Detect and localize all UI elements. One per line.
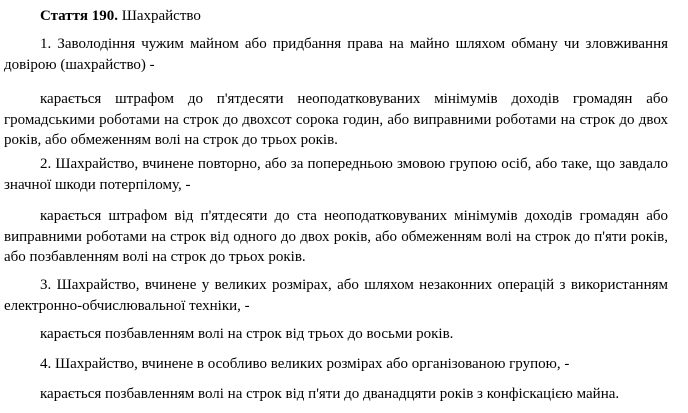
paragraph-penalty-2: карається штрафом від п'ятдесяти до ста неоподатковуваних мінімумів доходів громадян або виправними роботами на строк від одного до двох років, або обмеженням волі на строк до п'яти років, або позбавленням волі на строк до трьох років. (4, 208, 668, 265)
paragraph-penalty-4: карається позбавленням волі на строк від п'яти до дванадцяти років з конфіскацією майна. (40, 386, 620, 402)
paragraph-part-1: 1. Заволодіння чужим майном або придбання права на майно шляхом обману чи зловживання довірою (шахрайство) - (4, 36, 668, 73)
article-title: Шахрайство (121, 8, 201, 24)
paragraph-penalty-3: карається позбавленням волі на строк від трьох до восьми років. (40, 326, 454, 342)
paragraph-part-4: 4. Шахрайство, вчинене в особливо великих розмірах або організованою групою, - (40, 356, 570, 372)
article-number: Стаття 190. (40, 8, 118, 24)
paragraph-part-3: 3. Шахрайство, вчинене у великих розмірах, або шляхом незаконних операцій з використанням електронно-обчислювальної техніки, - (4, 277, 668, 314)
paragraph-penalty-1: карається штрафом до п'ятдесяти неоподатковуваних мінімумів доходів громадян або громадськими роботами на строк до двохсот сорока годин, або виправними роботами на строк до двох років, або обмеженням волі на строк до трьох років. (4, 91, 668, 148)
paragraph-part-2: 2. Шахрайство, вчинене повторно, або за попередньою змовою групою осіб, або таке, що завдало значної шкоди потерпілому, - (4, 156, 668, 193)
article-heading (40, 7, 201, 25)
